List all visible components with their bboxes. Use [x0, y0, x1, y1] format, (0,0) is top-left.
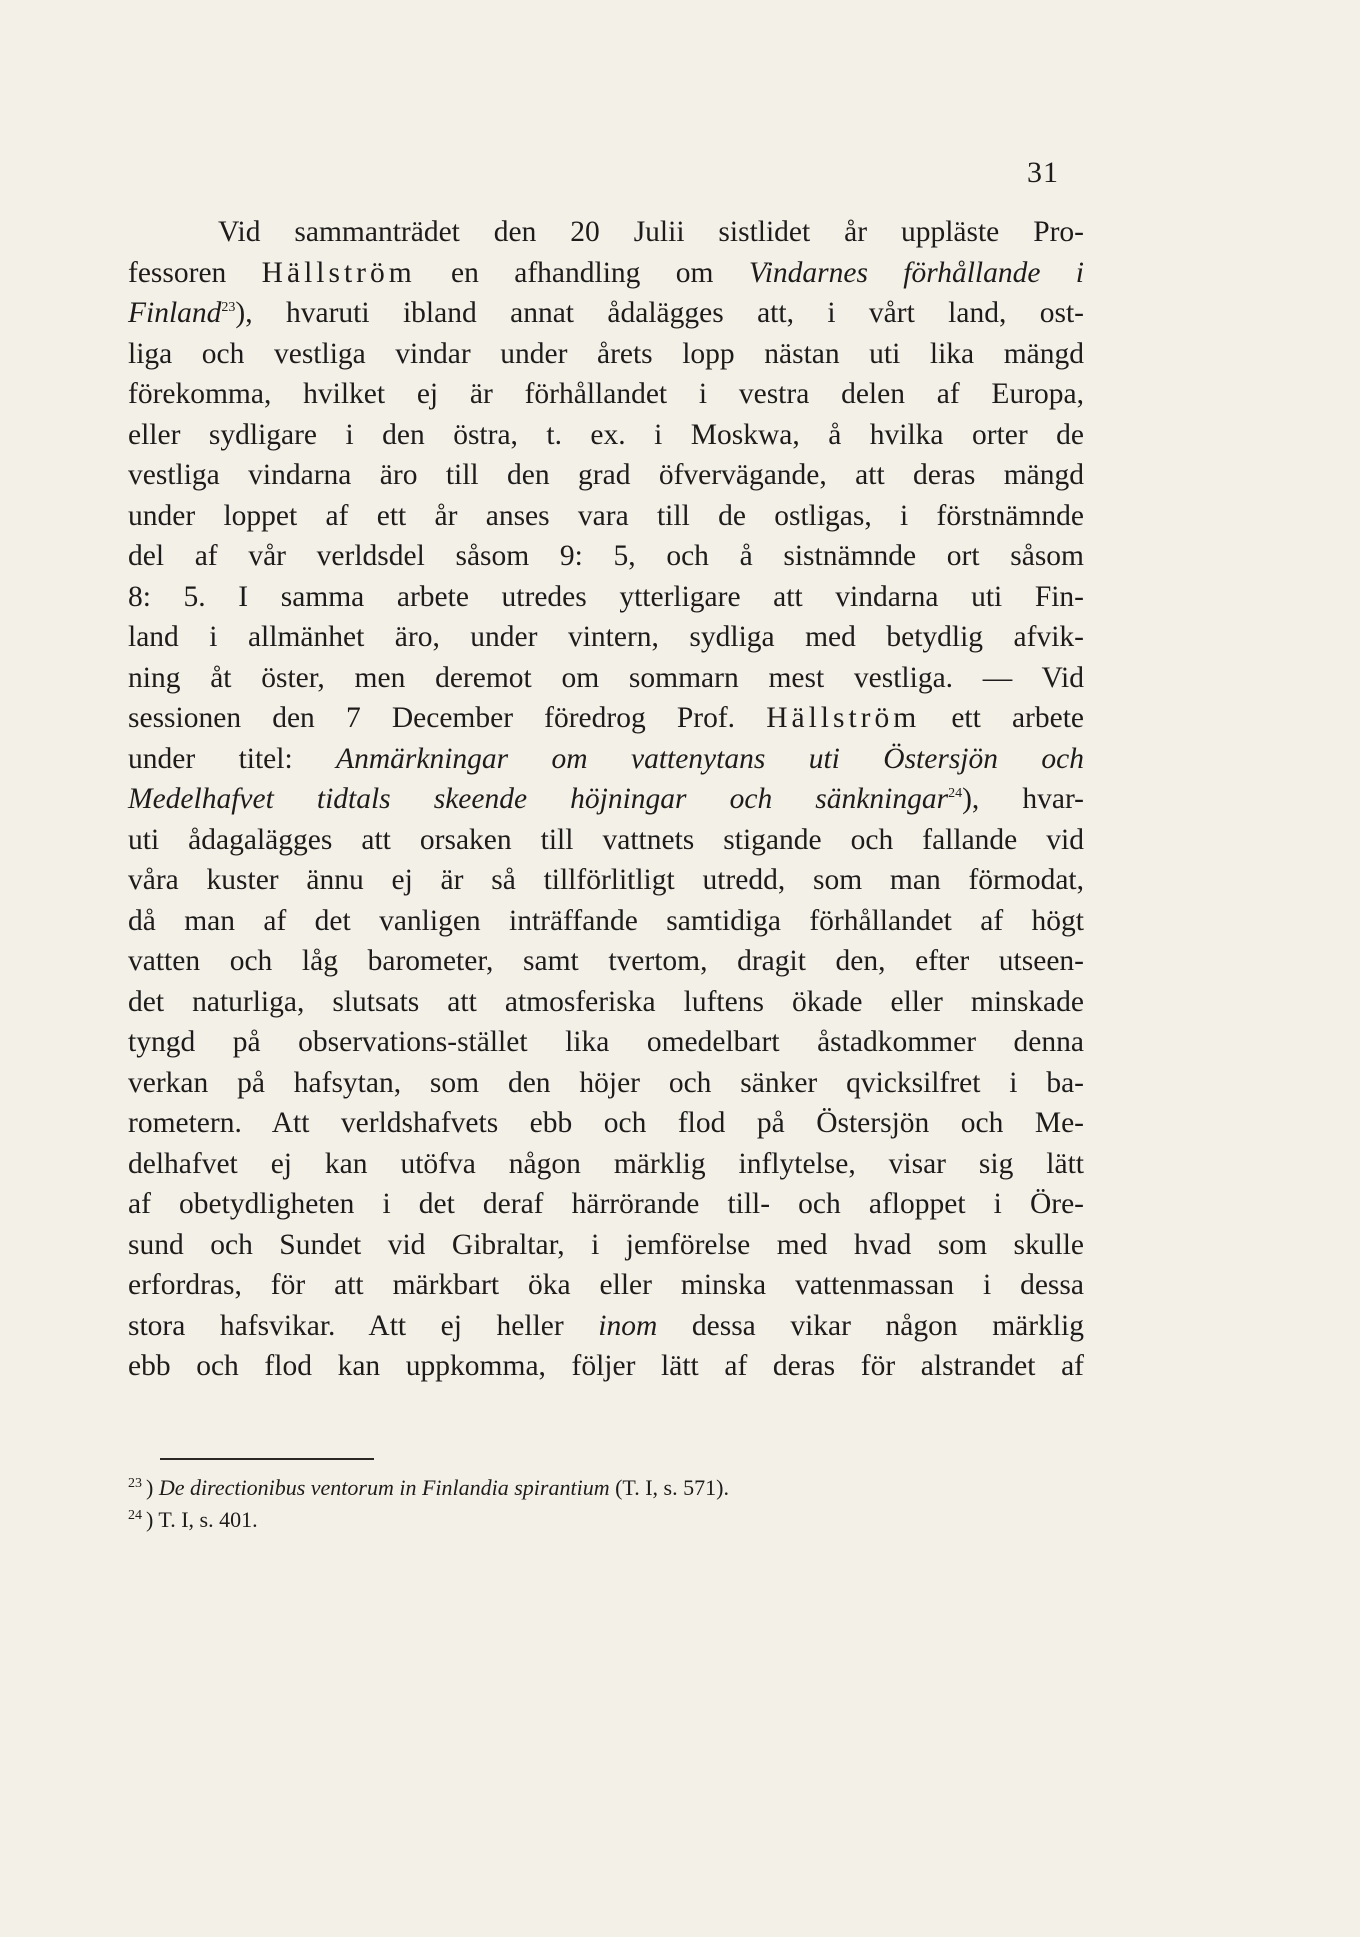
text-run: förekomma, hvilket ej är förhållandet i vestra delen af Europa,	[128, 378, 1084, 410]
text-run: erfordras, för att märkbart öka eller minska vattenmassan i dessa	[128, 1269, 1084, 1301]
text-line	[128, 658, 1084, 699]
text-run: ) T. I, s. 401.	[146, 1507, 258, 1532]
page-number: 31	[1027, 156, 1059, 189]
footnote-reference: 24	[948, 786, 963, 802]
text-line	[128, 536, 1084, 577]
text-line	[128, 1265, 1084, 1306]
text-run: våra kuster ännu ej är så tillförlitligt utredd, som man förmodat,	[128, 864, 1084, 896]
text-line	[128, 779, 1084, 820]
text-run: )	[146, 1475, 159, 1500]
text-run: stora hafsvikar. Att ej heller	[128, 1309, 599, 1342]
text-run: uti ådagalägges att orsaken till vattnets stigande och fallande vid	[128, 823, 1084, 856]
text-run: sund och Sundet vid Gibraltar, i jemförelse med hvad som skulle	[128, 1228, 1084, 1261]
text-line	[128, 1225, 1084, 1266]
text-run: verkan på hafsytan, som den höjer och sänker qvicksilfret i ba-	[128, 1066, 1084, 1099]
text-line	[128, 1144, 1084, 1185]
spaced-name: Hällström	[766, 702, 921, 734]
text-line	[128, 820, 1084, 861]
text-run: delhafvet ej kan utöfva någon märklig inflytelse, visar sig lätt	[128, 1147, 1084, 1180]
footnote	[128, 1504, 1084, 1536]
text-line	[128, 982, 1084, 1023]
text-line	[128, 415, 1084, 456]
footnote-separator	[160, 1458, 374, 1460]
text-line	[128, 334, 1084, 375]
italic-text: Anmärkningar om vattenytans uti Östersjön och	[336, 742, 1084, 775]
text-line	[128, 374, 1084, 415]
text-run: (T. I, s. 571).	[609, 1475, 729, 1500]
text-run: det naturliga, slutsats att atmosferiska luftens ökade eller minskade	[128, 985, 1084, 1018]
text-line	[128, 253, 1084, 294]
italic-text: Finland	[128, 297, 222, 329]
text-line	[128, 617, 1084, 658]
text-run: af obetydligheten i det deraf härrörande till- och afloppet i Öre-	[128, 1188, 1084, 1220]
italic-text: De directionibus ventorum in Finlandia spirantium	[158, 1475, 610, 1500]
text-run: land i allmänhet äro, under vintern, sydliga med betydlig afvik-	[128, 621, 1084, 653]
footnote-mark: 23	[128, 1475, 142, 1491]
text-run: 8: 5. I samma arbete utredes ytterligare att vindarna uti Fin-	[128, 580, 1084, 613]
text-line	[128, 1346, 1084, 1387]
text-run: en afhandling om	[415, 256, 749, 289]
text-line	[128, 901, 1084, 942]
text-line	[128, 1022, 1084, 1063]
italic-text: inom	[598, 1309, 658, 1342]
text-run: eller sydligare i den östra, t. ex. i Moskwa, å hvilka orter de	[128, 418, 1084, 451]
text-run: ning åt öster, men deremot om sommarn mest vestliga. — Vid	[128, 661, 1084, 694]
text-run: Vid sammanträdet den 20 Julii sistlidet år uppläste Pro-	[218, 216, 1084, 248]
text-line	[128, 860, 1084, 901]
text-run: sessionen den 7 December föredrog Prof.	[128, 702, 767, 734]
text-line	[128, 1103, 1084, 1144]
text-line	[128, 212, 1084, 253]
text-line	[128, 455, 1084, 496]
text-run: vatten och låg barometer, samt tvertom, dragit den, efter utseen-	[128, 945, 1084, 977]
text-line	[128, 698, 1084, 739]
text-run: ), hvaruti ibland annat ådalägges att, i vårt land, ost-	[235, 297, 1084, 329]
text-run: vestliga vindarna äro till den grad öfvervägande, att deras mängd	[128, 459, 1084, 491]
text-run: då man af det vanligen inträffande samtidiga förhållandet af högt	[128, 904, 1084, 937]
italic-text: Vindarnes förhållande i	[748, 256, 1085, 289]
text-run: ), hvar-	[962, 783, 1084, 815]
text-line	[128, 1063, 1084, 1104]
body-text	[128, 212, 1084, 1387]
footnote-reference: 23	[221, 300, 236, 316]
text-run: ebb och flod kan uppkomma, följer lätt af deras för alstrandet af	[128, 1350, 1084, 1382]
spaced-name: Hällström	[261, 256, 416, 289]
text-line	[128, 577, 1084, 618]
text-run: del af vår verldsdel såsom 9: 5, och å sistnämnde ort såsom	[128, 540, 1084, 572]
text-run: under titel:	[128, 742, 337, 775]
text-run: under loppet af ett år anses vara till de ostligas, i förstnämnde	[128, 499, 1084, 532]
text-line	[128, 1184, 1084, 1225]
text-line	[128, 941, 1084, 982]
footnote	[128, 1472, 1084, 1504]
footnotes	[128, 1472, 1084, 1536]
italic-text: Medelhafvet tidtals skeende höjningar och sänkningar	[128, 783, 949, 815]
text-line	[128, 496, 1084, 537]
text-run: rometern. Att verldshafvets ebb och flod på Östersjön och Me-	[128, 1107, 1084, 1139]
text-run: dessa vikar någon märklig	[657, 1309, 1084, 1342]
text-line	[128, 1306, 1084, 1347]
text-run: tyngd på observations-stället lika omedelbart åstadkommer denna	[128, 1026, 1084, 1058]
text-run: fessoren	[128, 256, 262, 289]
text-line	[128, 739, 1084, 780]
footnote-mark: 24	[128, 1507, 142, 1523]
text-run: liga och vestliga vindar under årets lopp nästan uti lika mängd	[128, 337, 1084, 370]
text-run: ett arbete	[920, 702, 1084, 734]
text-line	[128, 293, 1084, 334]
